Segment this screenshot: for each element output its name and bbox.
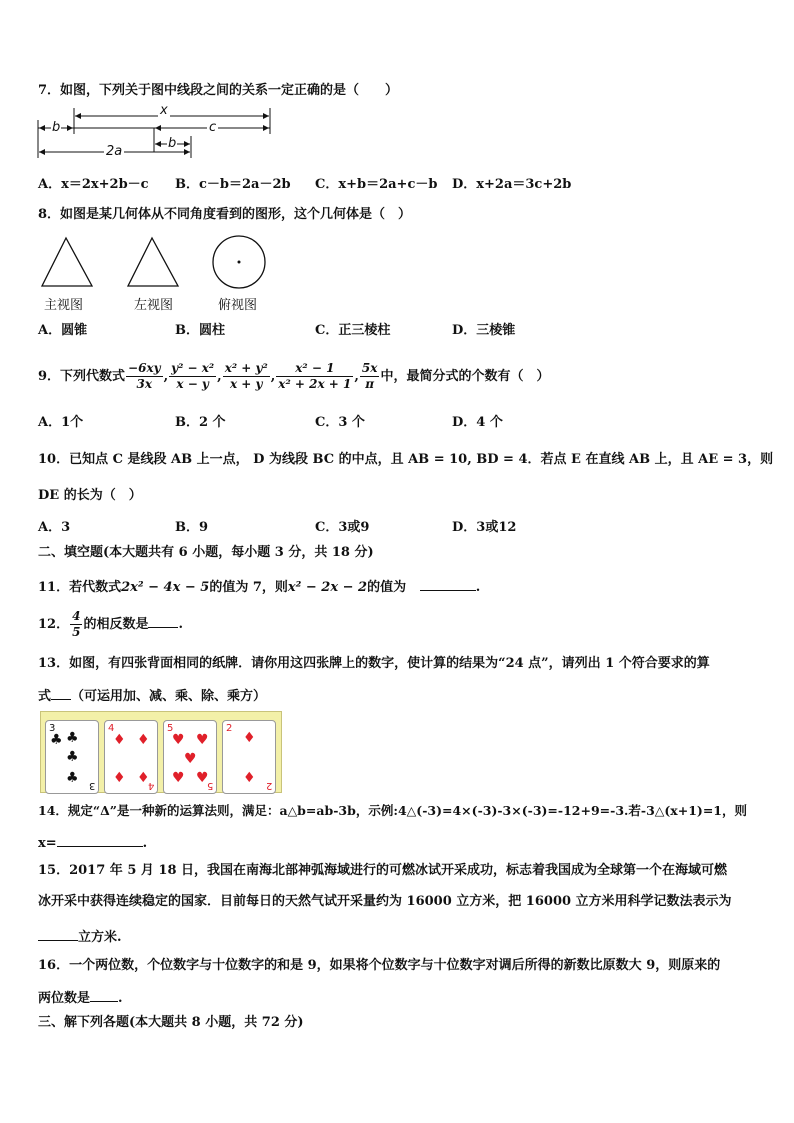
card-1-club-icon: ♣ (66, 749, 79, 765)
q11-part3: 的值为 (367, 580, 407, 595)
q11-answer-blank[interactable] (420, 576, 476, 591)
q12-answer-blank[interactable] (148, 613, 178, 628)
card-2-diamond-icon: ♦ (113, 732, 126, 748)
section2-heading: 二、填空题(本大题共有 6 小题，每小题 3 分，共 18 分) (38, 545, 374, 560)
card-3-heart-icon: ♥ (172, 770, 185, 786)
q7-choice-d[interactable]: D．x+2a＝3c+2b (452, 177, 572, 192)
three-views-diagram (36, 232, 276, 292)
q10-choice-d[interactable]: D．3或12 (452, 520, 517, 535)
q8-choice-a[interactable]: A．圆锥 (38, 323, 88, 338)
top-view-center-dot (238, 261, 241, 264)
q15-line2: 冰开采中获得连续稳定的国家．目前每日的天然气试开采量约为 16000 立方米，把 16000 立方米用科学记数法表示为 (38, 894, 732, 909)
q9-choices (38, 414, 758, 432)
q13-line2b: （可运用加、减、乘、除、乘方） (71, 689, 267, 704)
side-view-triangle (128, 238, 178, 286)
q12-end: . (178, 617, 183, 632)
q16-end: . (118, 991, 123, 1006)
q7-segment-figure (34, 103, 284, 164)
q15-answer-blank[interactable] (38, 926, 78, 941)
q11-expr2: x² − 2x − 2 (287, 580, 368, 595)
label-x: x (160, 103, 168, 118)
q13-cards-figure (40, 711, 282, 793)
q7-choices (38, 176, 758, 194)
card-1-club-icon: ♣ (66, 770, 79, 786)
card-3-heart-icon: ♥ (184, 751, 197, 767)
q9-suffix: 中，最简分式的个数有（ ） (380, 369, 550, 384)
card-1-club-icon: ♣ (66, 730, 79, 746)
q7-choice-c[interactable]: C．x+b＝2a+c－b (315, 177, 438, 192)
q9-fraction-1 (126, 361, 163, 392)
q10-choice-c[interactable]: C．3或9 (315, 520, 370, 535)
card-3-heart-icon: ♥ (196, 732, 209, 748)
q10-line1: 10．已知点 C 是线段 AB 上一点， D 为线段 BC 的中点，且 AB = 10, BD = 4．若点 E 在直线 AB 上，且 AE = 3，则 (38, 452, 774, 467)
q8-choices (38, 322, 758, 340)
q14-answer-blank[interactable] (57, 832, 143, 847)
card-3-heart-icon: ♥ (172, 732, 185, 748)
card-3-rank-bottom: 5 (206, 780, 213, 791)
q8-views-figure (36, 232, 276, 316)
q11-part1: 11．若代数式 (38, 580, 122, 595)
card-3 (163, 720, 217, 794)
q14-line2-text: x= (38, 836, 57, 851)
card-3-rank: 5 (167, 723, 174, 734)
q14-line1: 14．规定“Δ”是一种新的运算法则，满足：a△b=ab-3b，示例:4△(-3)=4×(-3)-3×(-3)=-12+9=-3.若-3△(x+1)=1，则 (38, 803, 747, 818)
q16-line2-text: 两位数是 (38, 991, 91, 1006)
q9-frac1-num: −6xy (128, 361, 161, 375)
q8-choice-d[interactable]: D．三棱锥 (452, 323, 516, 338)
card-1-rank: 3 (49, 723, 56, 734)
card-2-rank-bottom: 4 (147, 780, 154, 791)
q9-frac2-den: x − y (176, 377, 209, 391)
q9-frac3-num: x² + y² (224, 361, 268, 375)
q16-answer-blank[interactable] (90, 987, 118, 1002)
q11-part2: 的值为 7，则 (209, 580, 288, 595)
section3-heading: 三、解下列各题(本大题共 8 小题，共 72 分) (38, 1015, 304, 1030)
q12-text: 的相反数是 (83, 617, 149, 632)
q9-fraction-2 (169, 361, 216, 392)
q9-frac1-den: 3x (136, 377, 153, 391)
q7-choice-a[interactable]: A．x＝2x+2b－c (38, 177, 149, 192)
q9-frac2-num: y² − x² (171, 361, 215, 375)
q10-choice-a[interactable]: A．3 (38, 520, 71, 535)
card-2-diamond-icon: ♦ (137, 732, 150, 748)
label-c: c (209, 120, 217, 135)
card-4-rank-bottom: 2 (265, 780, 272, 791)
view-label-front: 主视图 (44, 298, 84, 313)
q9-choice-b[interactable]: B．2 个 (175, 415, 226, 430)
q9-fraction-3 (223, 361, 270, 392)
q15-line1: 15．2017 年 5 月 18 日，我国在南海北部神弧海域进行的可燃冰试开采成功，标志着我国成为全球第一个在海域可燃 (38, 863, 728, 878)
card-3-heart-icon: ♥ (196, 770, 209, 786)
q9-fraction-4 (276, 361, 353, 392)
q9-frac4-num: x² − 1 (276, 361, 353, 377)
q9-frac5-den: π (365, 377, 375, 391)
view-label-side: 左视图 (134, 298, 174, 313)
q15-line3-text: 立方米. (78, 930, 122, 945)
card-2-diamond-icon: ♦ (137, 770, 150, 786)
q10-line2: DE 的长为（ ） (38, 488, 142, 503)
label-b-left: b (52, 120, 61, 135)
q16-line1: 16．一个两位数，个位数字与十位数字的和是 9，如果将个位数字与十位数字对调后所得的新数比原数大 9，则原来的 (38, 958, 721, 973)
q13-line2a: 式 (38, 689, 52, 704)
q13-line1: 13．如图，有四张背面相同的纸牌．请你用这四张牌上的数字，使计算的结果为“24 点”，请列出 1 个符合要求的算 (38, 656, 710, 671)
q13-answer-blank[interactable] (51, 685, 71, 700)
q13-line2 (38, 685, 764, 706)
q16-line2 (38, 987, 764, 1008)
q15-line3 (38, 926, 764, 947)
q11-stem (38, 576, 764, 597)
q14-line2 (38, 832, 764, 853)
q12-prefix: 12． (38, 617, 70, 632)
q14-end: . (142, 836, 148, 851)
q11-end: . (475, 580, 481, 595)
q12-stem (38, 606, 764, 646)
front-view-triangle (42, 238, 92, 286)
q12-frac-den: 5 (72, 625, 81, 639)
label-b-mid: b (168, 136, 177, 151)
q9-choice-a[interactable]: A．1个 (38, 415, 84, 430)
card-2-rank: 4 (108, 723, 115, 734)
q7-choice-b[interactable]: B．c－b＝2a－2b (175, 177, 291, 192)
q9-stem: 9．下列代数式 $\frac{-6xy}{3x}$ , $\frac{\text{y² − x²}}{x - y}$ , $\frac{\text{x² + y²}}{x + y}$ , $\frac{\text{x² − 1}}{\text{x² + 2x + 1}}$ , $\frac{5x}{\pi}$ 中，最简分式的个数有（ ） (38, 361, 550, 391)
q11-expr1: 2x² − 4x − 5 (121, 580, 210, 595)
q9-fraction-5 (360, 361, 380, 392)
q9-choice-d[interactable]: D．4 个 (452, 415, 503, 430)
card-4-diamond-icon: ♦ (243, 730, 256, 746)
card-2 (104, 720, 158, 794)
q9-frac5-num: 5x (361, 361, 378, 375)
card-4 (222, 720, 276, 794)
card-1-rank-bottom: 3 (88, 780, 95, 791)
view-label-top: 俯视图 (218, 298, 258, 313)
q8-choice-c[interactable]: C．正三棱柱 (315, 323, 391, 338)
card-2-diamond-icon: ♦ (113, 770, 126, 786)
q10-choice-b[interactable]: B．9 (175, 520, 209, 535)
label-2a: 2a (106, 144, 123, 159)
card-1-corner-club-icon: ♣ (50, 732, 63, 748)
q12-fraction (70, 609, 82, 640)
q7-stem: 7．如图，下列关于图中线段之间的关系一定正确的是（ ） (38, 83, 399, 98)
q9-frac4-den: x² + 2x + 1 (278, 377, 352, 391)
card-4-rank: 2 (226, 723, 233, 734)
q12-frac-num: 4 (72, 609, 81, 623)
q9-frac3-den: x + y (229, 377, 263, 391)
q9-choice-c[interactable]: C．3 个 (315, 415, 365, 430)
q10-choices (38, 519, 758, 537)
card-4-diamond-icon: ♦ (243, 770, 256, 786)
q8-stem: 8．如图是某几何体从不同角度看到的图形，这个几何体是（ ） (38, 207, 412, 222)
card-1 (45, 720, 99, 794)
q9-prefix: 9．下列代数式 (38, 369, 126, 384)
q8-choice-b[interactable]: B．圆柱 (175, 323, 225, 338)
